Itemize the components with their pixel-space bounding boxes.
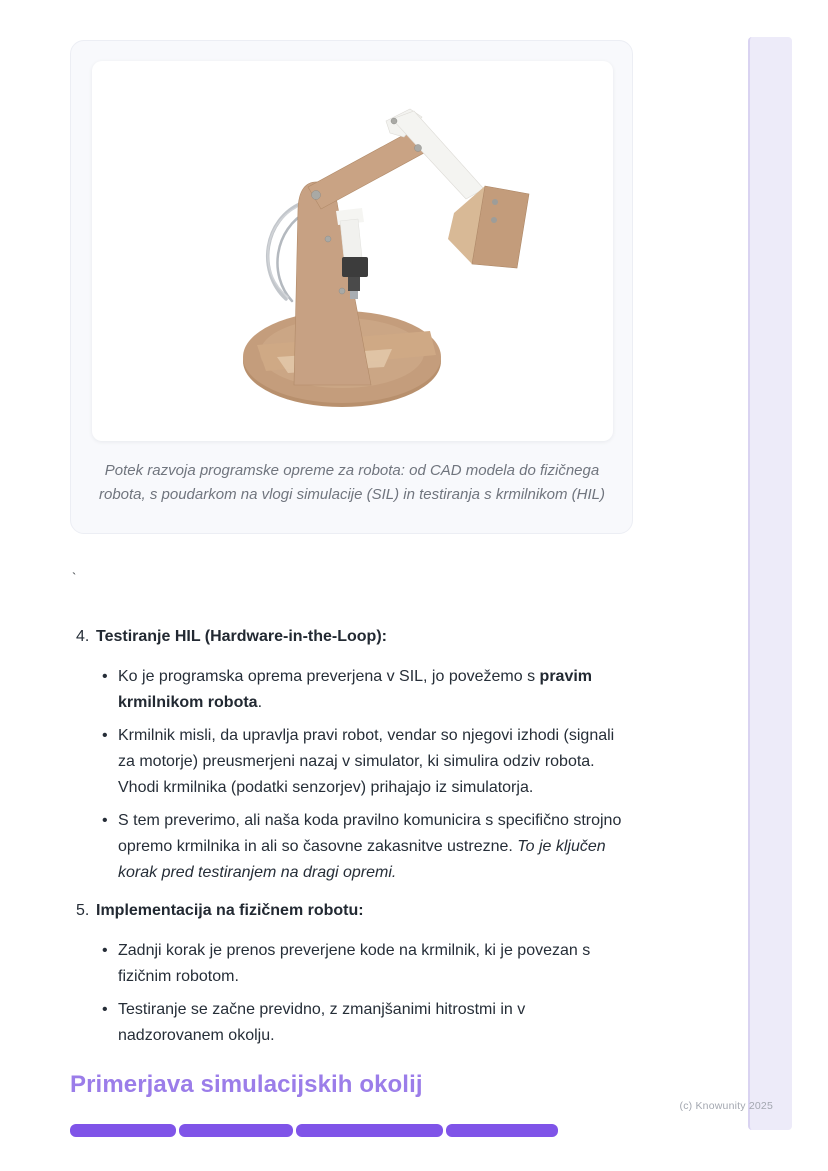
copyright-watermark: (c) Knowunity 2025	[679, 1100, 773, 1112]
scrollbar-track[interactable]	[748, 37, 792, 1130]
list-item-4-number: 4.	[76, 628, 90, 645]
numbered-list	[70, 624, 633, 1049]
list-item-5-title: Implementacija na fizičnem robotu:	[96, 902, 364, 919]
table-header-cell	[296, 1124, 443, 1137]
robot-arm-image	[92, 61, 613, 441]
bullet-text: S tem preverimo, ali naša koda pravilno komunicira s specifično strojno opremo krmilnika in ali so časovne zakasnitve ustrezne.	[118, 812, 622, 855]
list-item-5	[70, 898, 633, 1049]
bullet-text: Ko je programska oprema preverjena v SIL, jo povežemo s	[118, 668, 540, 685]
list-item-5-number: 5.	[76, 902, 90, 919]
bullet-item	[118, 723, 623, 801]
bullet-text: Krmilnik misli, da upravlja pravi robot, vendar so njegovi izhodi (signali za motorje) preusmerjeni nazaj v simulator, ki simulira odziv robota. Vhodi krmilnika (podatki senzorjev) prihajajo iz simulatorja.	[118, 727, 615, 796]
table-header-row	[70, 1124, 560, 1137]
list-item-4-title: Testiranje HIL (Hardware-in-the-Loop):	[96, 628, 387, 645]
list-item-4-heading	[76, 624, 633, 650]
figure-card	[70, 40, 633, 534]
document-content	[70, 40, 633, 1137]
bullet-list	[70, 664, 633, 886]
bullet-text-bold: pravim krmilnikom robota	[118, 668, 593, 711]
list-item-5-heading	[76, 898, 633, 924]
bullet-text: Zadnji korak je prenos preverjene kode na krmilnik, ki je povezan s fizičnim robotom.	[118, 942, 591, 985]
bullet-text-italic: To je ključen korak pred testiranjem na dragi opremi.	[118, 838, 606, 881]
bullet-item	[118, 938, 623, 990]
figure-image-frame	[92, 61, 613, 441]
bullet-item	[118, 808, 623, 886]
bullet-text: Testiranje se začne previdno, z zmanjšanimi hitrostmi in v nadzorovanem okolju.	[118, 1001, 526, 1044]
table-header-cell	[179, 1124, 293, 1137]
list-item-4	[70, 624, 633, 886]
section-heading: Primerjava simulacijskih okolij	[70, 1071, 423, 1098]
bullet-item	[118, 997, 623, 1049]
bullet-text: .	[257, 694, 263, 711]
bullet-item	[118, 664, 623, 716]
stray-backtick: `	[72, 570, 77, 585]
figure-caption: Potek razvoja programske opreme za robota: od CAD modela do fizičnega robota, s poudarkom na vlogi simulacije (SIL) in testiranja s krmilnikom (HIL)	[98, 462, 605, 503]
robot-gripper	[448, 186, 529, 268]
table-header-cell	[446, 1124, 558, 1137]
bullet-list	[70, 938, 633, 1049]
table-header-cell	[70, 1124, 176, 1137]
